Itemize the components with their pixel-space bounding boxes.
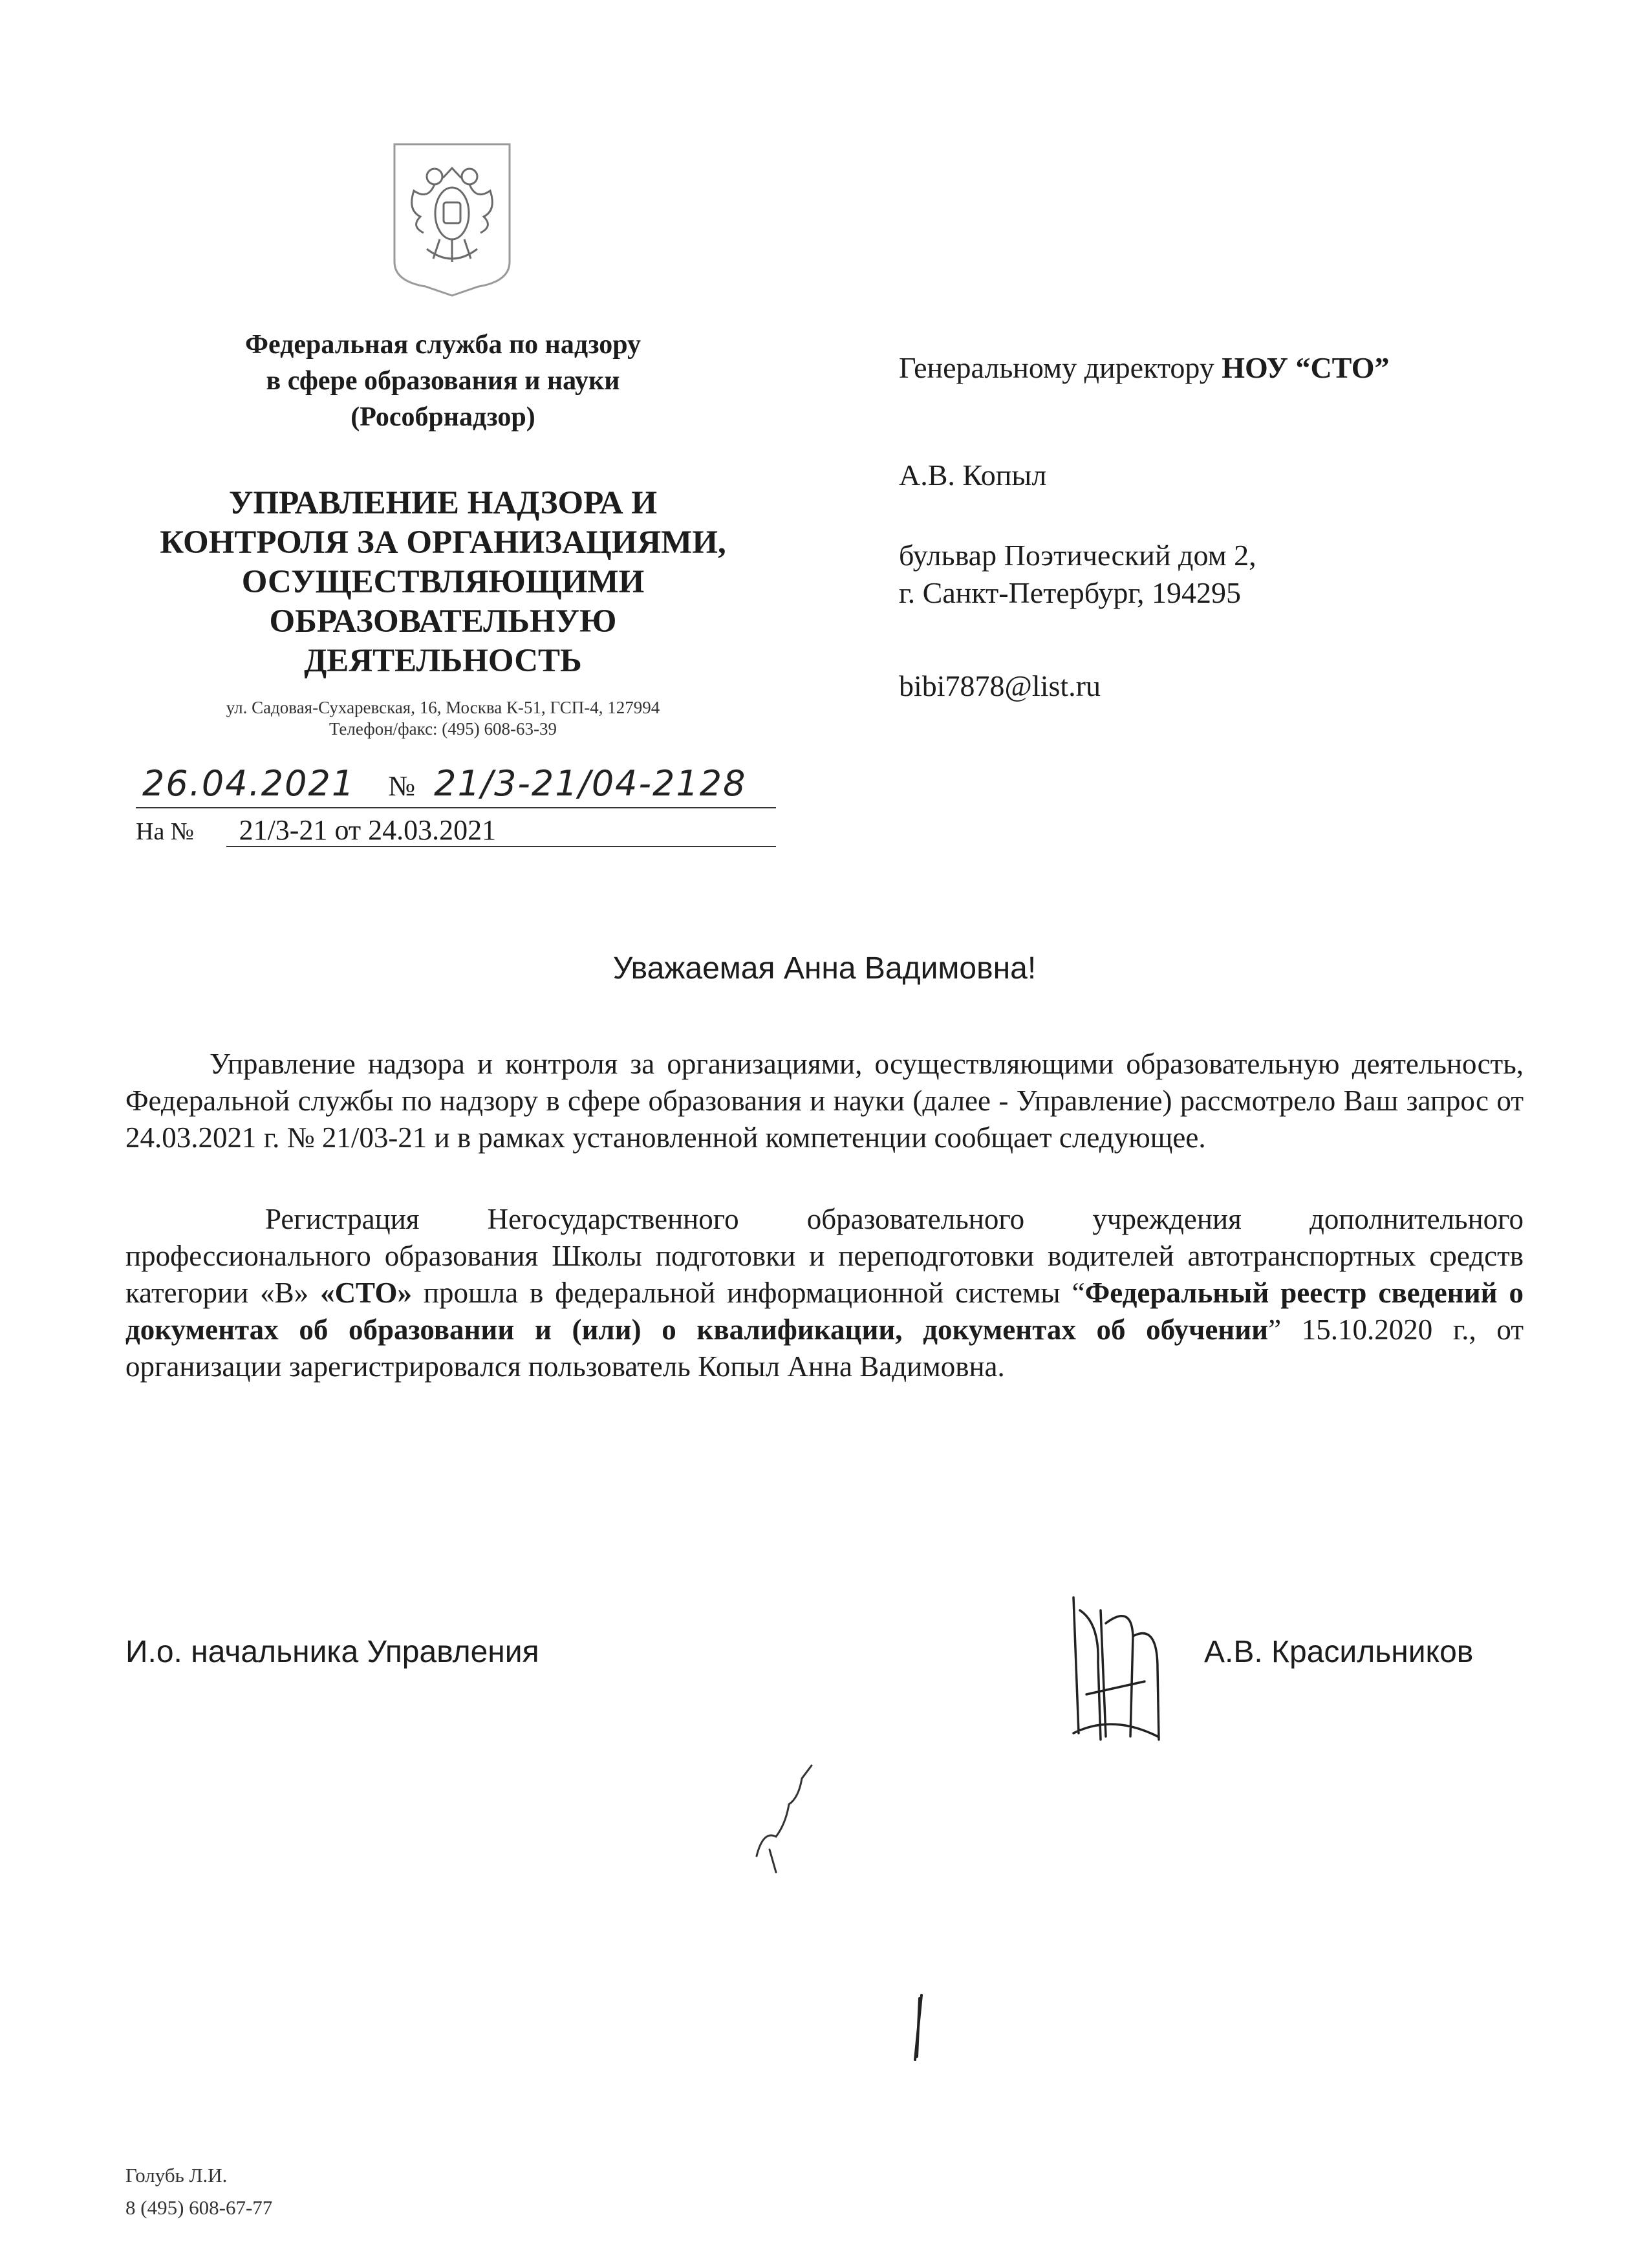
paragraph-2 xyxy=(125,1201,1524,1385)
addressee-position xyxy=(899,349,1390,387)
addressee-position-text: Генеральному директору xyxy=(899,351,1222,384)
p2-part-c: прошла в федеральной информационной системы “ xyxy=(411,1277,1085,1309)
reply-reference xyxy=(136,814,496,848)
p2-org-name: «СТО» xyxy=(320,1277,412,1309)
department-name xyxy=(110,484,776,681)
agency-name xyxy=(110,327,776,435)
salutation: Уважаемая Анна Вадимовна! xyxy=(612,951,1037,986)
signer-title: И.о. начальника Управления xyxy=(125,1635,539,1669)
dept-line-4: ОБРАЗОВАТЕЛЬНУЮ xyxy=(269,603,617,640)
handwritten-signature xyxy=(1061,1584,1170,1753)
addressee-city: г. Санкт-Петербург, 194295 xyxy=(899,576,1242,609)
reply-underline xyxy=(226,846,776,847)
signer-name: А.В. Красильников xyxy=(1204,1635,1474,1669)
addressee-org: НОУ “СТО” xyxy=(1222,351,1390,384)
address-line-1: ул. Садовая-Сухаревская, 16, Москва К-51, ГСП-4, 127994 xyxy=(226,698,660,717)
reply-value: 21/3-21 от 24.03.2021 xyxy=(239,814,497,846)
addressee-name: А.В. Копыл xyxy=(899,459,1047,491)
p2-part-a: Регистрация Негосударственного образовательного учреждения дополнительного профессионального образования Школы подготовки и переподготовки водителей автотранспортных средств категории «В» xyxy=(125,1203,1524,1309)
p2-part-e: ” 15.10.2020 г., от организации зарегистрировался пользователь Копыл Анна Вадимовна. xyxy=(125,1313,1524,1383)
handwritten-number: 21/3-21/04-2128 xyxy=(434,763,747,804)
sender-address xyxy=(110,697,776,740)
reply-label: На № xyxy=(136,818,195,845)
dept-line-3: ОСУЩЕСТВЛЯЮЩИМИ xyxy=(241,564,645,600)
outgoing-registration xyxy=(142,763,746,807)
dept-line-2: КОНТРОЛЯ ЗА ОРГАНИЗАЦИЯМИ, xyxy=(160,524,726,561)
handwritten-date: 26.04.2021 xyxy=(142,763,356,804)
paragraph-1: Управление надзора и контроля за организациями, осуществляющими образовательную деятельность, Федеральной службы по надзору в сфере образования и науки (далее - Управление) рассмотрело Ваш запрос от 24.03.2021 г. № 21/03-21 и в рамках установленной компетенции сообщает следующее. xyxy=(125,1048,1524,1154)
address-line-2: Телефон/факс: (495) 608-63-39 xyxy=(329,719,557,739)
p2-registry-name: Федеральный реестр сведений о документах об образовании и (или) о квалификации, документах об обучении xyxy=(125,1277,1524,1346)
agency-line-3: (Рособрнадзор) xyxy=(350,402,535,432)
addressee-street: бульвар Поэтический дом 2, xyxy=(899,539,1256,572)
dept-line-1: УПРАВЛЕНИЕ НАДЗОРА И xyxy=(228,485,658,521)
executor-name: Голубь Л.И. xyxy=(125,2164,228,2187)
registration-underline xyxy=(136,807,776,808)
number-sign: № xyxy=(388,770,416,802)
handwritten-stroke xyxy=(905,1992,931,2063)
agency-line-2: в сфере образования и науки xyxy=(266,366,620,396)
executor-phone: 8 (495) 608-67-77 xyxy=(125,2196,273,2219)
addressee-email: bibi7878@list.ru xyxy=(899,669,1101,702)
dept-line-5: ДЕЯТЕЛЬНОСТЬ xyxy=(304,643,582,679)
coat-of-arms-emblem xyxy=(388,139,516,301)
agency-line-1: Федеральная служба по надзору xyxy=(244,330,641,360)
handwritten-mark xyxy=(750,1759,821,1875)
